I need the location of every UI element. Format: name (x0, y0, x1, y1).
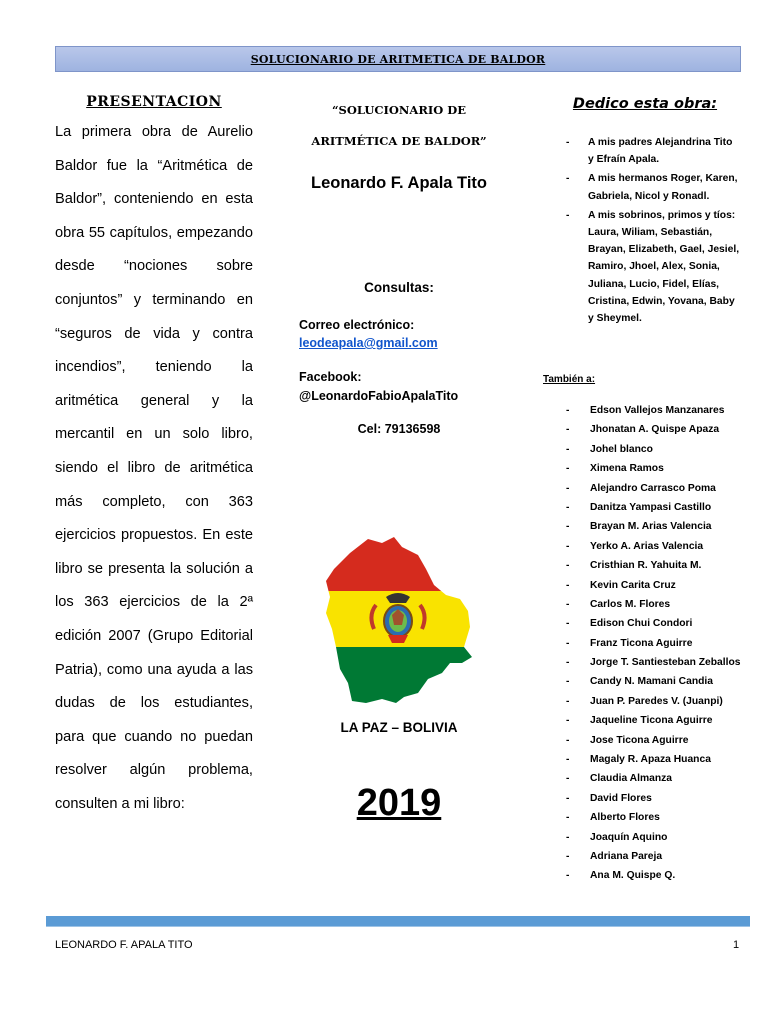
bolivia-flag-map (322, 533, 474, 705)
also-item: - Alejandro Carrasco Poma (540, 480, 750, 497)
also-item: - Jose Ticona Aguirre (540, 732, 750, 749)
also-item: - David Flores (540, 790, 750, 807)
flag-red-band (322, 533, 474, 591)
also-item: - Jaqueline Ticona Aguirre (540, 712, 750, 729)
presentation-column (55, 94, 253, 821)
year-label: 2019 (356, 782, 442, 824)
also-item: - Candy N. Mamani Candia (540, 673, 750, 690)
also-item: - Edson Vallejos Manzanares (540, 402, 750, 419)
presentation-body: La primera obra de Aurelio Baldor fue la “Aritmética de Baldor”, conteniendo en esta obra 55 capítulos, empezando desde “nociones sobre conjuntos” y terminando en “seguros de vida y contra incendios”, teniendo la aritmética general y la mercantil en un solo libro, siendo el libro de aritmética más completo, con 363 ejercicios propuestos. En este libro se presenta la solución a los 363 ejercicios de la 2ª edición 2007 (Grupo Editorial Patria), como una ayuda a las dudas de los estudiantes, para que cuando no puedan resolver algún problema, consulten a mi libro: (55, 124, 253, 812)
header-title: SOLUCIONARIO DE ARITMETICA DE BALDOR (250, 52, 546, 66)
page-number: 1 (733, 939, 740, 951)
also-label: También a: (543, 374, 596, 385)
also-item: - Johel blanco (540, 441, 750, 458)
presentation-title: PRESENTACION (86, 94, 222, 110)
also-item: - Adriana Pareja (540, 848, 750, 865)
also-item: - Jhonatan A. Quispe Apaza (540, 421, 750, 438)
dedication-item: - A mis padres Alejandrina Tito y Efraín Apala. (540, 134, 740, 168)
email-label: Correo electrónico: (299, 318, 415, 332)
also-item: - Joaquín Aquino (540, 829, 750, 846)
also-item: - Danitza Yampasi Castillo (540, 499, 750, 516)
place-label: LA PAZ – BOLIVIA (340, 720, 458, 735)
author-name: Leonardo F. Apala Tito (310, 174, 487, 192)
dedication-column (540, 96, 750, 882)
also-item: - Claudia Almanza (540, 770, 750, 787)
also-item: - Ana M. Quispe Q. (540, 867, 750, 884)
also-item: - Edison Chui Condori (540, 615, 750, 632)
footer-bar (46, 916, 750, 926)
facebook-label: Facebook: (299, 370, 362, 384)
also-item: - Alberto Flores (540, 809, 750, 826)
header-bar (55, 46, 741, 72)
dedication-title: Dedico esta obra: (572, 96, 718, 112)
also-item: - Franz Ticona Aguirre (540, 635, 750, 652)
book-title-line1: “SOLUCIONARIO DE (331, 103, 467, 117)
also-item: - Brayan M. Arias Valencia (540, 518, 750, 535)
also-item: - Cristhian R. Yahuita M. (540, 557, 750, 574)
dedication-list (540, 134, 740, 329)
footer-author: LEONARDO F. APALA TITO (55, 939, 193, 951)
dedication-item: - A mis hermanos Roger, Karen, Gabriela, Nicol y Ronadl. (540, 170, 740, 204)
also-item: - Carlos M. Flores (540, 596, 750, 613)
cover-column (293, 94, 505, 436)
also-item: - Juan P. Paredes V. (Juanpi) (540, 693, 750, 710)
dedication-item: - A mis sobrinos, primos y tíos: Laura, Wiliam, Sebastián, Brayan, Elizabeth, Gael, Jesiel, Ramiro, Jhoel, Alex, Sonia, Juliana, Lucio, Fidel, Elías, Cristina, Edwin, Yovana, Baby y Sheymel. (540, 207, 740, 327)
flag-green-band (322, 647, 474, 705)
also-item: - Jorge T. Santiesteban Zeballos (540, 654, 750, 671)
also-item: - Yerko A. Arias Valencia (540, 538, 750, 555)
also-list (540, 402, 750, 887)
consultas-label: Consultas: (364, 280, 434, 295)
facebook-handle: @LeonardoFabioApalaTito (299, 389, 459, 403)
also-item: - Kevin Carita Cruz (540, 577, 750, 594)
book-title-line2: ARITMÉTICA DE BALDOR” (311, 134, 487, 148)
cellphone: Cel: 79136598 (357, 422, 441, 436)
also-item: - Ximena Ramos (540, 460, 750, 477)
also-item: - Magaly R. Apaza Huanca (540, 751, 750, 768)
email-link[interactable]: leodeapala@gmail.com (299, 336, 438, 350)
footer-divider (46, 926, 750, 927)
